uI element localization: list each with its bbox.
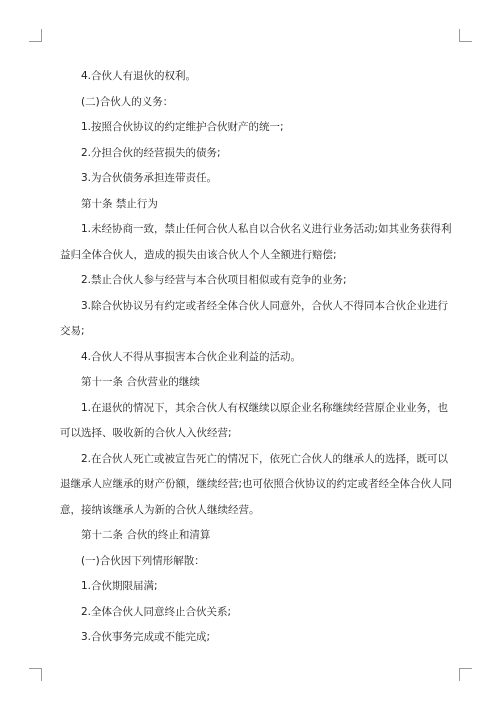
section-heading: 第十条 禁止行为 [81,197,158,210]
text-line: 3.为合伙债务承担连带责任。 [81,172,218,184]
text-line: 4.合伙人有退伙的权利。 [81,70,197,82]
text-line: 2.禁止合伙人参与经营与本合伙项目相似或有竞争的业务; [81,274,347,286]
text-line: 1.合伙期限届满; [81,580,158,592]
text-line: 可以选择、吸收新的合伙人入伙经营; [60,427,232,439]
text-line: 退继承人应继承的财产份额，继续经营;也可依照合伙协议的约定或者经全体合伙人同 [60,478,453,490]
text-line: 2.分担合伙的经营损失的债务; [81,146,221,159]
text-line: 意，接纳该继承人为新的合伙人继续经营。 [60,503,260,516]
text-line: (二)合伙人的义务： [81,95,174,108]
crop-mark-top-left [29,29,42,42]
section-heading: 第十一条 合伙营业的继续 [81,376,200,388]
section-heading: 第十二条 合伙的终止和清算 [81,529,211,541]
crop-mark-bottom-left [29,668,42,681]
crop-mark-top-right [459,29,472,42]
text-line: 益归全体合伙人，造成的损失由该合伙人个人全额进行赔偿; [60,248,337,261]
text-line: 3.除合伙协议另有约定或者经全体合伙人同意外，合伙人不得同本合伙企业进行 [81,299,449,312]
text-line: 3.合伙事务完成或不能完成; [81,631,211,643]
text-line: 交易; [60,325,85,337]
document-body [60,64,452,651]
crop-mark-bottom-right [459,668,472,681]
text-line: 1.按照合伙协议的约定维护合伙财产的统一; [81,121,284,133]
text-line: 4.合伙人不得从事损害本合伙企业利益的活动。 [81,350,302,363]
text-line: (一)合伙因下列情形解散： [81,554,205,567]
text-line: 2.全体合伙人同意终止合伙关系; [81,605,232,618]
text-line: 1.在退伙的情况下，其余合伙人有权继续以原企业名称继续经营原企业业务，也 [81,401,449,414]
text-line: 2.在合伙人死亡或被宣告死亡的情况下，依死亡合伙人的继承人的选择，既可以 [81,452,449,465]
text-line: 1.未经协商一致，禁止任何合伙人私自以合伙名义进行业务活动;如其业务获得利 [81,223,452,235]
